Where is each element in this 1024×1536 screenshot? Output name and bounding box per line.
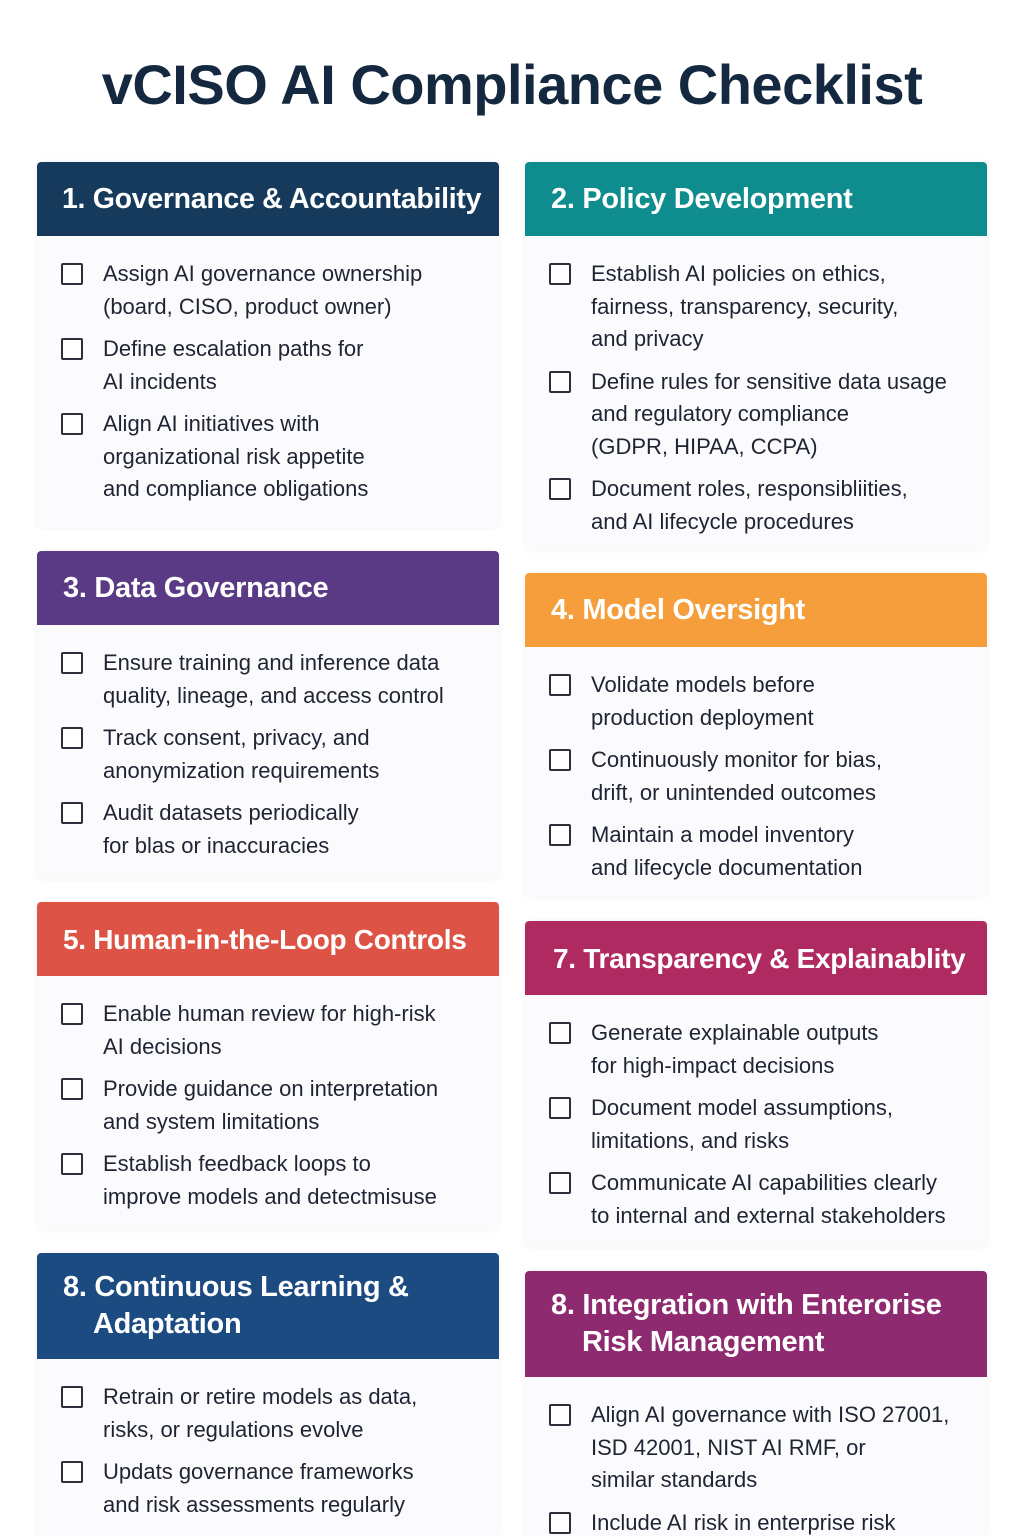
page-title: vCISO AI Compliance Checklist	[101, 53, 923, 116]
checklist-item-text: Track consent, privacy, and anonymization requirements	[103, 725, 380, 783]
checklist-item-text: Provide guidance on interpretation and system limitations	[103, 1076, 439, 1134]
checklist-item-text: Volidate models before production deployment	[591, 672, 815, 730]
section-continuous-learning	[37, 1253, 499, 1536]
checklist-item-text: Retrain or retire models as data, risks, or regulations evolve	[103, 1384, 418, 1442]
checklist-item	[549, 258, 967, 356]
checklist-item-text: Establish AI policies on ethics, fairness, transparency, security, and privacy	[591, 261, 899, 351]
checkbox[interactable]	[549, 478, 571, 500]
checklist-item-text: Document roles, responsibliities, and AI lifecycle procedures	[591, 476, 908, 534]
checklist-item	[549, 1507, 967, 1536]
checklist-item	[61, 258, 479, 323]
checkbox[interactable]	[61, 1386, 83, 1408]
checklist-item	[61, 998, 479, 1063]
checklist-item-text: Include AI risk in enterprise risk	[591, 1509, 896, 1535]
checkbox[interactable]	[61, 802, 83, 824]
checkbox[interactable]	[549, 1097, 571, 1119]
checklist-item	[549, 1399, 967, 1497]
checkbox[interactable]	[61, 263, 83, 285]
checkbox[interactable]	[61, 1461, 83, 1483]
checkbox[interactable]	[549, 824, 571, 846]
section-heading: 5. Human-in-the-Loop Controls	[37, 902, 499, 976]
checkbox[interactable]	[549, 263, 571, 285]
checklist-item	[549, 366, 967, 464]
checkbox[interactable]	[61, 338, 83, 360]
checkbox[interactable]	[61, 1078, 83, 1100]
checkbox[interactable]	[61, 652, 83, 674]
checklist-item	[61, 647, 479, 712]
checklist-item	[61, 1148, 479, 1213]
checklist-item-text: Define escalation paths for AI incidents	[103, 336, 364, 394]
checklist-item	[549, 669, 967, 734]
checklist-item-text: Updats governance frameworks and risk assessments regularly	[103, 1459, 414, 1517]
checklist-item-text: Establish feedback loops to improve models and detectmisuse	[103, 1151, 437, 1209]
checkbox[interactable]	[549, 1022, 571, 1044]
section-model-oversight	[525, 573, 987, 897]
section-heading: 3. Data Governance	[37, 551, 499, 625]
checklist-item	[549, 1092, 967, 1157]
section-transparency-explainability	[525, 921, 987, 1247]
checklist-item-text: Continuously monitor for bias, drift, or unintended outcomes	[591, 747, 883, 805]
section-human-in-the-loop	[37, 902, 499, 1230]
checklist-item-text: Align AI initiatives with organizational risk appetite and compliance obligations	[103, 411, 369, 501]
checklist-item-text: Maintain a model inventory and lifecycle documentation	[591, 822, 863, 880]
checklist-item	[549, 819, 967, 884]
checklist-item	[61, 1456, 479, 1521]
checkbox[interactable]	[549, 371, 571, 393]
checkbox[interactable]	[549, 674, 571, 696]
checklist-item	[61, 722, 479, 787]
checklist-item	[61, 1381, 479, 1446]
checkbox[interactable]	[61, 727, 83, 749]
checklist-item-text: Assign AI governance ownership (board, CISO, product owner)	[103, 261, 423, 319]
checklist-item-text: Enable human review for high-risk AI decisions	[103, 1001, 436, 1059]
checklist-item	[549, 473, 967, 538]
checklist-item-text: Ensure training and inference data quality, lineage, and access control	[103, 650, 444, 708]
checklist-item-text: Align AI governance with ISO 27001, ISD 42001, NIST AI RMF, or similar standards	[591, 1402, 950, 1492]
checklist-item	[61, 1073, 479, 1138]
checkbox[interactable]	[61, 1003, 83, 1025]
checkbox[interactable]	[549, 1512, 571, 1534]
section-heading: 8. Continuous Learning & Adaptation	[37, 1253, 499, 1359]
checkbox[interactable]	[61, 1153, 83, 1175]
checklist-item	[549, 1167, 967, 1232]
checklist-item-text: Define rules for sensitive data usage and regulatory compliance (GDPR, HIPAA, CCPA)	[591, 368, 947, 459]
checklist-item	[61, 797, 479, 862]
section-heading: 8. Integration with Enterorise Risk Management	[525, 1271, 987, 1377]
section-governance-accountability	[37, 162, 499, 528]
checklist-item	[61, 333, 479, 398]
checkbox[interactable]	[61, 413, 83, 435]
checklist-item-text: Communicate AI capabilities clearly to internal and external stakeholders	[591, 1170, 946, 1228]
checklist-item	[549, 1017, 967, 1082]
checkbox[interactable]	[549, 1172, 571, 1194]
checklist-item	[549, 744, 967, 809]
section-heading: 4. Model Oversight	[525, 573, 987, 647]
section-enterprise-risk-integration	[525, 1271, 987, 1536]
checkbox[interactable]	[549, 749, 571, 771]
checklist-item	[61, 408, 479, 506]
section-heading: 2. Policy Development	[525, 162, 987, 236]
checklist-item-text: Document model assumptions, limitations, and risks	[591, 1095, 894, 1153]
checklist-item-text: Generate explainable outputs for high-impact decisions	[591, 1020, 879, 1078]
checkbox[interactable]	[549, 1404, 571, 1426]
section-policy-development	[525, 162, 987, 550]
section-heading: 7. Transparency & Explainablity	[525, 921, 987, 995]
section-data-governance	[37, 551, 499, 879]
section-heading: 1. Governance & Accountability	[37, 162, 499, 236]
checklist-item-text: Audit datasets periodically for blas or inaccuracies	[103, 800, 359, 858]
